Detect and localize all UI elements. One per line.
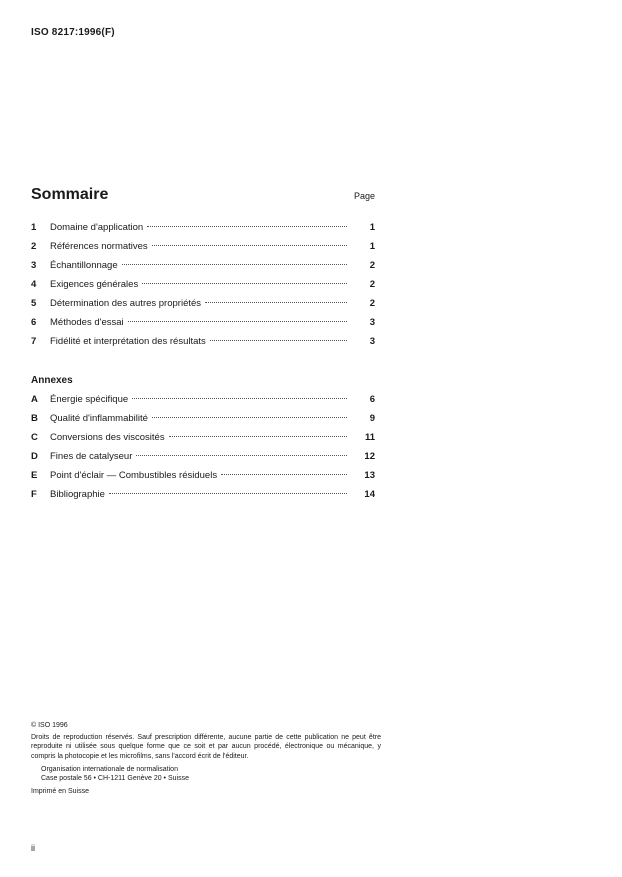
toc-entry-number: 7 xyxy=(31,336,37,347)
annex-entry-label: Bibliographie xyxy=(50,489,105,500)
org-address: Case postale 56 • CH-1211 Genève 20 • Suisse xyxy=(41,775,189,783)
dot-leader xyxy=(147,226,347,227)
org-name: Organisation internationale de normalisation xyxy=(41,765,178,773)
toc-entry-label: Méthodes d'essai xyxy=(50,317,124,328)
toc-entry-number: 5 xyxy=(31,298,37,309)
toc-entry-number: 3 xyxy=(31,260,37,271)
toc-entry-number: 2 xyxy=(31,241,37,252)
annex-entry-label: Qualité d'inflammabilité xyxy=(50,413,148,424)
annex-entry-page: 9 xyxy=(369,413,375,424)
dot-leader xyxy=(136,455,347,456)
annex-entry-page: 6 xyxy=(369,394,375,405)
annex-entry-letter: A xyxy=(31,394,38,405)
toc-entry-page: 2 xyxy=(369,279,375,290)
toc-entry[interactable] xyxy=(31,260,375,279)
contents-title-row xyxy=(31,186,375,204)
annex-entry-letter: E xyxy=(31,470,38,481)
publisher-address xyxy=(31,765,381,783)
toc-entry-page: 1 xyxy=(369,241,375,252)
toc-entry-label: Domaine d'application xyxy=(50,222,144,233)
page-column-label: Page xyxy=(353,191,375,201)
annex-heading: Annexes xyxy=(31,375,73,386)
dot-leader xyxy=(152,417,347,418)
toc-entry-page: 1 xyxy=(369,222,375,233)
toc-entry-number: 1 xyxy=(31,222,37,233)
toc-entry[interactable] xyxy=(31,317,375,336)
annex-entry-letter: D xyxy=(31,451,38,462)
toc-entry[interactable] xyxy=(31,241,375,260)
annex-entry-label: Conversions des viscosités xyxy=(50,432,165,443)
dot-leader xyxy=(152,245,347,246)
rights-notice: Droits de reproduction réservés. Sauf prescription différente, aucune partie de cette publication ne peut être reproduite ni utilisée sous quelque forme que ce soit et par aucun procédé, électronique ou mécanique, y compris la photocopie et les microfilms, sans l'accord écrit de l'éditeur. xyxy=(31,734,381,760)
annex-entry[interactable] xyxy=(31,413,375,432)
annex-entry-page: 12 xyxy=(364,451,375,462)
annex-entry-label: Fines de catalyseur xyxy=(50,451,133,462)
toc-entry-label: Références normatives xyxy=(50,241,148,252)
toc-entry[interactable] xyxy=(31,336,375,355)
toc-entry-number: 6 xyxy=(31,317,37,328)
printed-in: Imprimé en Suisse xyxy=(31,788,89,796)
toc-entry[interactable] xyxy=(31,222,375,241)
annex-entry-letter: F xyxy=(31,489,37,500)
toc-entry-page: 2 xyxy=(369,260,375,271)
toc-entry-label: Exigences générales xyxy=(50,279,139,290)
annex-entry[interactable] xyxy=(31,451,375,470)
annex-entry[interactable] xyxy=(31,432,375,451)
dot-leader xyxy=(142,283,347,284)
page-number: ii xyxy=(31,843,35,853)
dot-leader xyxy=(210,340,347,341)
toc-entry[interactable] xyxy=(31,279,375,298)
toc-annex-list xyxy=(31,394,375,508)
dot-leader xyxy=(122,264,347,265)
toc-entry-number: 4 xyxy=(31,279,37,290)
dot-leader xyxy=(132,398,347,399)
dot-leader xyxy=(169,436,347,437)
annex-entry[interactable] xyxy=(31,489,375,508)
contents-title: Sommaire xyxy=(31,186,109,203)
document-id: ISO 8217:1996(F) xyxy=(31,27,115,38)
annex-entry-label: Point d'éclair — Combustibles résiduels xyxy=(50,470,218,481)
annex-entry[interactable] xyxy=(31,394,375,413)
annex-entry-page: 14 xyxy=(364,489,375,500)
dot-leader xyxy=(205,302,347,303)
copyright-line: © ISO 1996 xyxy=(31,722,68,729)
annex-entry[interactable] xyxy=(31,470,375,489)
dot-leader xyxy=(128,321,347,322)
copyright-footer xyxy=(31,721,381,796)
annex-entry-page: 13 xyxy=(364,470,375,481)
toc-entry-page: 3 xyxy=(369,317,375,328)
annex-entry-letter: B xyxy=(31,413,38,424)
toc-entry-label: Fidélité et interprétation des résultats xyxy=(50,336,206,347)
toc-entry-label: Détermination des autres propriétés xyxy=(50,298,202,309)
annex-entry-label: Énergie spécifique xyxy=(50,394,129,405)
toc-entry-label: Échantillonnage xyxy=(50,260,118,271)
toc-main-list xyxy=(31,222,375,355)
annex-entry-page: 11 xyxy=(364,432,375,443)
toc-entry-page: 2 xyxy=(369,298,375,309)
annex-entry-letter: C xyxy=(31,432,38,443)
dot-leader xyxy=(221,474,347,475)
dot-leader xyxy=(109,493,347,494)
toc-entry-page: 3 xyxy=(369,336,375,347)
toc-entry[interactable] xyxy=(31,298,375,317)
